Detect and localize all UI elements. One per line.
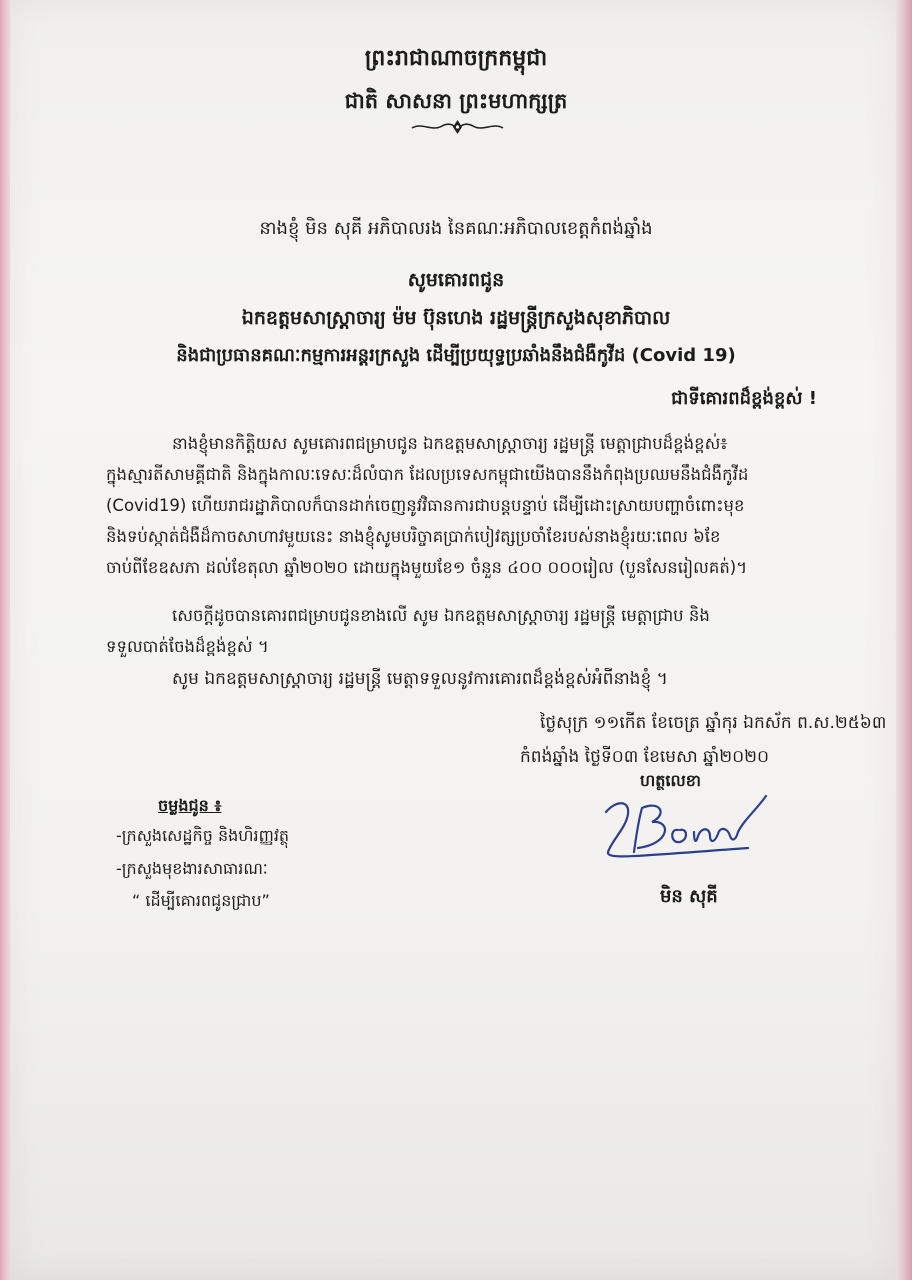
signature-label: ហត្ថលេខា [640, 771, 701, 790]
body-paragraph-1 [106, 428, 806, 583]
intro-line: នាងខ្ញុំ មិន សុគី អភិបាលរង នៃគណៈអភិបាលខេត្តកំពង់ឆ្នាំង [259, 218, 653, 239]
cc-title: ចម្លងជូន ៖ [158, 796, 222, 815]
body-line: សេចក្តីដូចបានគោរពជម្រាបជូនខាងលើ សូម ឯកឧត្តមសាស្ត្រាចារ្យ រដ្ឋមន្ត្រី មេត្តាជ្រាប និង [172, 606, 710, 625]
header-kingdom: ព្រះរាជាណាចក្រកម្ពុជា [364, 46, 548, 71]
body-line: (Covid19) ហើយរាជរដ្ឋាភិបាលក៏បានដាក់ចេញនូវវិធានការជាបន្តបន្ទាប់ ដើម្បីដោះស្រាយបញ្ហាចំពោះមុខ [106, 496, 745, 515]
body-line: ក្នុងស្មារតីសាមគ្គីជាតិ និងក្នុងកាលៈទេសៈដ៏លំបាក ដែលប្រទេសកម្ពុជាយើងបាននឹងកំពុងប្រឈមនឹងជំងឺកូវីដ [106, 465, 749, 484]
greeting: ជាទីគោរពដ៏ខ្ពង់ខ្ពស់ ! [671, 388, 817, 409]
body-paragraph-2 [106, 600, 806, 662]
address-salutation: សូមគោរពជូន [407, 269, 505, 291]
cc-item: -ក្រសួងមុខងារសាធារណៈ [116, 859, 268, 878]
signatory-name: មិន សុគី [660, 886, 718, 907]
handwritten-signature [598, 786, 778, 870]
body-line: និងទប់ស្កាត់ជំងឺដ៏កាចសាហាវមួយនេះ នាងខ្ញុំសូមបរិច្ចាគប្រាក់បៀវត្សប្រចាំខែរបស់នាងខ្ញុំរយៈពេល ៦ខែ [106, 527, 721, 546]
body-line: នាងខ្ញុំមានកិត្តិយស សូមគោរពជម្រាបជូន ឯកឧត្តមសាស្ត្រាចារ្យ រដ្ឋមន្ត្រី មេត្តាជ្រាបដ៏ខ្ពង់ខ្ពស់៖ [172, 434, 728, 453]
header-motto: ជាតិ សាសនា ព្រះមហាក្សត្រ [344, 89, 568, 113]
body-closing: សូម ឯកឧត្តមសាស្ត្រាចារ្យ រដ្ឋមន្ត្រី មេត្តាទទួលនូវការគោរពដ៏ខ្ពង់ខ្ពស់អំពីនាងខ្ញុំ ។ [172, 669, 668, 689]
cc-item: -ក្រសួងសេដ្ឋកិច្ច និងហិរញ្ញវត្ថុ [116, 826, 290, 845]
date-solar: កំពង់ឆ្នាំង ថ្ងៃទី០៣ ខែមេសា ឆ្នាំ២០២០ [520, 747, 770, 767]
address-recipient: ឯកឧត្តមសាស្ត្រាចារ្យ ម៉ម ប៊ុនហេង រដ្ឋមន្ត្រីក្រសួងសុខាភិបាល [241, 307, 671, 329]
date-lunar: ថ្ងៃសុក្រ ១១កើត ខែចេត្រ ឆ្នាំកុរ ឯកស័ក ព.ស.២៥៦៣ [540, 713, 887, 733]
address-committee: និងជាប្រធានគណៈកម្មការអន្តរក្រសួង ដើម្បីប្រយុទ្ធប្រឆាំងនឹងជំងឺកូវីដ (Covid 19) [176, 345, 736, 366]
cc-item: “ ដើម្បីគោរពជូនជ្រាប” [132, 891, 270, 910]
body-line: ចាប់ពីខែឧសភា ដល់ខែតុលា ឆ្នាំ២០២០ ដោយក្នុងមួយខែ១ ចំនួន ៤០០ ០០០រៀល (បួនសែនរៀលគត់)។ [106, 558, 748, 577]
ornament-divider-icon [410, 118, 505, 136]
body-line: ទទួលបាត់ចែងដ៏ខ្ពង់ខ្ពស់ ។ [106, 637, 269, 656]
